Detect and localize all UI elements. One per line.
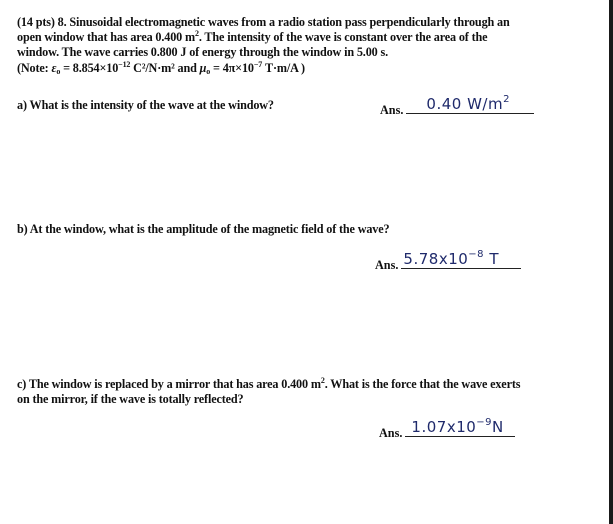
answer-c xyxy=(379,417,515,441)
answer-a-line xyxy=(406,94,534,114)
answer-c-line xyxy=(405,417,515,437)
problem-note: (Note: $\varepsilon_o = 8.854\times 10^{-12}$ C²/N·m² and $\mu_o = 4\pi\times 10^{-7}$ T·m/A ) xyxy=(17,59,305,76)
problem-statement xyxy=(17,15,510,76)
answer-c-label: Ans. xyxy=(379,426,403,440)
answer-b xyxy=(375,249,521,273)
question-c xyxy=(17,377,520,407)
answer-c-handwritten: $1.07x10^{-9}N$ xyxy=(411,417,504,436)
question-c-line-1: c) The window is replaced by a mirror that has area 0.400 $m^2$. What is the force that the wave exerts xyxy=(17,376,521,391)
problem-line-1: (14 pts) 8. Sinusoidal electromagnetic waves from a radio station pass perpendicularly through an xyxy=(17,15,510,29)
answer-b-handwritten: $5.78x10^{-8}$ T xyxy=(403,249,499,268)
question-b-text: b) At the window, what is the amplitude of the magnetic field of the wave? xyxy=(17,222,390,236)
problem-line-2: open window that has area 0.400 $m^2$. The intensity of the wave is constant over the area of the xyxy=(17,29,488,45)
question-c-line-2: on the mirror, if the wave is totally reflected? xyxy=(17,392,244,407)
answer-a-label: Ans. xyxy=(380,103,404,117)
page-edge xyxy=(609,0,613,524)
answer-b-label: Ans. xyxy=(375,258,399,272)
answer-a xyxy=(380,94,534,118)
answer-b-line xyxy=(401,249,521,269)
answer-a-handwritten: 0.40 $W/m^2$ xyxy=(426,94,510,113)
question-b xyxy=(17,222,389,237)
problem-line-3: window. The wave carries 0.800 J of energy through the window in 5.00 s. xyxy=(17,45,388,60)
question-a-text: a) What is the intensity of the wave at the window? xyxy=(17,98,274,112)
question-a xyxy=(17,98,274,113)
